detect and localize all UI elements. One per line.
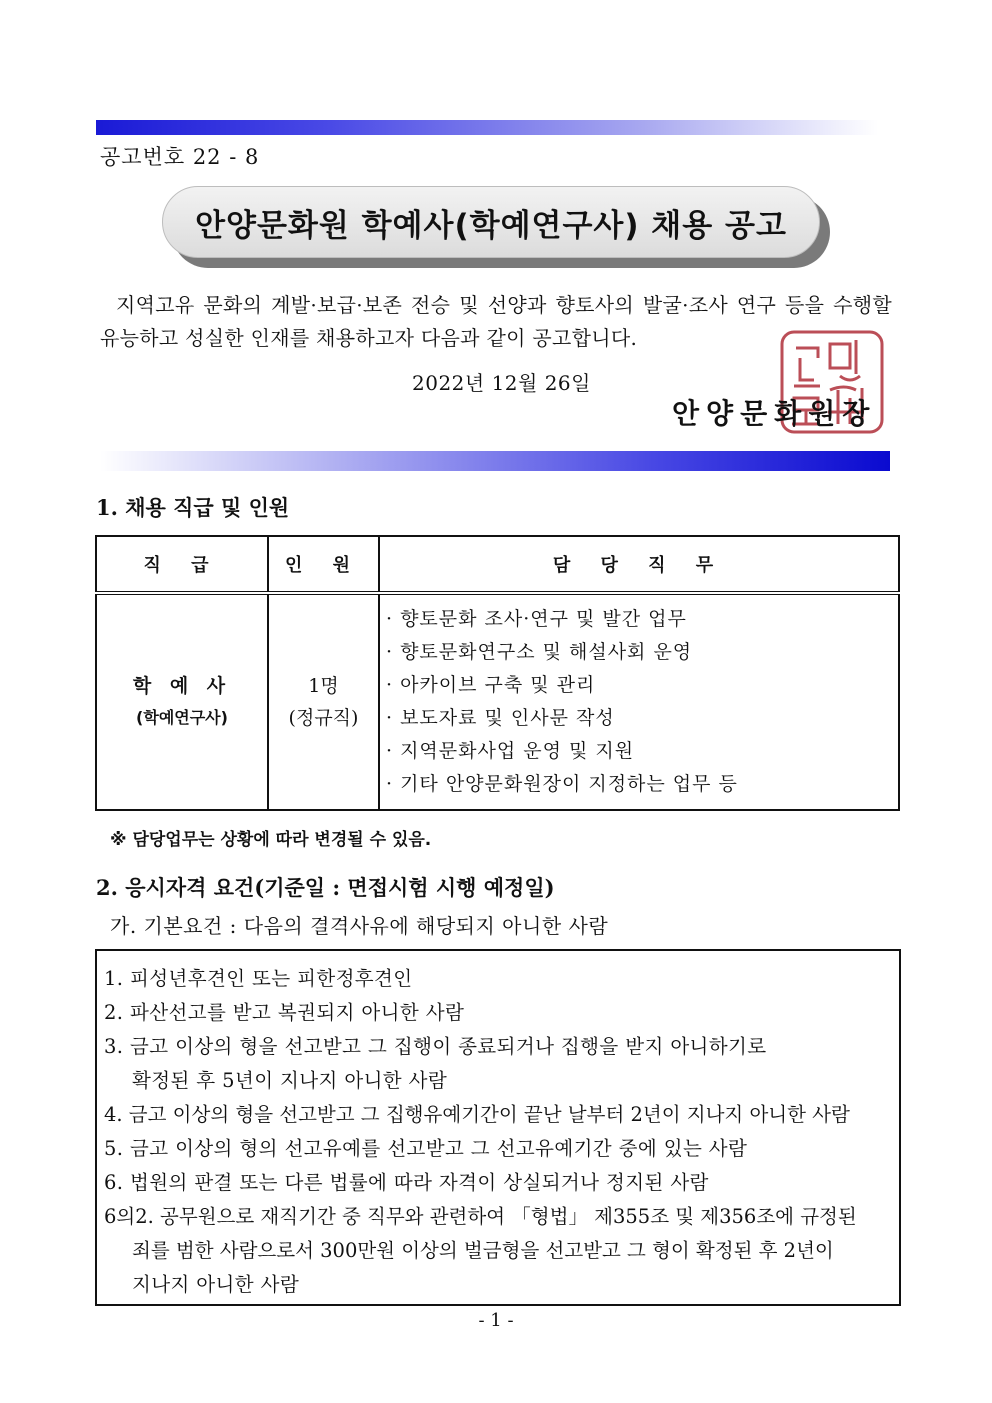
header-duties: 담 당 직 무: [379, 536, 899, 593]
grade-subtitle: (학예연구사): [136, 708, 228, 727]
header-grade: 직 급: [96, 536, 268, 593]
section-2-title: 2. 응시자격 요건(기준일 : 면접시험 시행 예정일): [96, 875, 555, 900]
bottom-decorative-bar: [100, 451, 890, 471]
list-item: 5. 금고 이상의 형의 선고유예를 선고받고 그 선고유예기간 중에 있는 사람: [104, 1137, 748, 1160]
issuer-name: 안양문화원장: [672, 397, 877, 430]
list-item: · 향토문화연구소 및 해설사회 운영: [386, 641, 693, 663]
page-title: 안양문화원 학예사(학예연구사) 채용 공고: [195, 207, 787, 244]
notice-number: 공고번호 22 - 8: [100, 145, 260, 169]
list-item: · 보도자료 및 인사문 작성: [386, 707, 615, 729]
top-decorative-bar: [96, 120, 878, 135]
list-item: 3. 금고 이상의 형을 선고받고 그 집행이 종료되거나 집행을 받지 아니하기로: [104, 1035, 767, 1058]
list-item: 6의2. 공무원으로 재직기간 중 직무와 관련하여 「형법」 제355조 및 제356조에 규정된: [104, 1205, 857, 1228]
list-item: 4. 금고 이상의 형을 선고받고 그 집행유예기간이 끝난 날부터 2년이 지나지 아니한 사람: [104, 1103, 850, 1126]
duties-note: ※ 담당업무는 상황에 따라 변경될 수 있음.: [110, 830, 432, 850]
list-item: · 지역문화사업 운영 및 지원: [386, 740, 635, 762]
position-table: [95, 535, 900, 811]
employment-type: (정규직): [288, 707, 359, 729]
list-item-continuation: 지나지 아니한 사람: [132, 1273, 300, 1296]
table-header-row: [96, 536, 899, 593]
list-item: 6. 법원의 판결 또는 다른 법률에 따라 자격이 상실되거나 정지된 사람: [104, 1171, 709, 1194]
title-banner: [162, 186, 820, 258]
list-item: · 향토문화 조사·연구 및 발간 업무: [386, 608, 687, 630]
notice-date: 2022년 12월 26일: [412, 371, 591, 395]
list-item-continuation: 죄를 범한 사람으로서 300만원 이상의 벌금형을 선고받고 그 형이 확정된 후 2년이: [132, 1239, 834, 1262]
disqualification-list: [104, 962, 894, 1302]
grade-name: 학 예 사: [132, 675, 232, 697]
header-count: 인 원: [268, 536, 379, 593]
grade-cell: [96, 593, 268, 810]
list-item: 1. 피성년후견인 또는 피한정후견인: [104, 967, 413, 990]
list-item: 2. 파산선고를 받고 복권되지 아니한 사람: [104, 1001, 465, 1024]
page-number: - 1 -: [478, 1310, 514, 1331]
list-item-continuation: 확정된 후 5년이 지나지 아니한 사람: [132, 1069, 448, 1092]
count-value: 1명: [308, 675, 339, 697]
list-item: · 아카이브 구축 및 관리: [386, 674, 596, 696]
count-cell: [268, 593, 379, 810]
intro-paragraph: 지역고유 문화의 계발·보급·보존 전승 및 선양과 향토사의 발굴·조사 연구 등을 수행할 유능하고 성실한 인재를 채용하고자 다음과 같이 공고합니다.: [100, 293, 892, 350]
basic-requirements-heading: 가. 기본요건 : 다음의 결격사유에 해당되지 아니한 사람: [110, 914, 609, 938]
list-item: · 기타 안양문화원장이 지정하는 업무 등: [386, 773, 738, 795]
table-row: [96, 593, 899, 810]
section-1-title: 1. 채용 직급 및 인원: [96, 495, 290, 520]
duties-cell: [379, 593, 899, 810]
